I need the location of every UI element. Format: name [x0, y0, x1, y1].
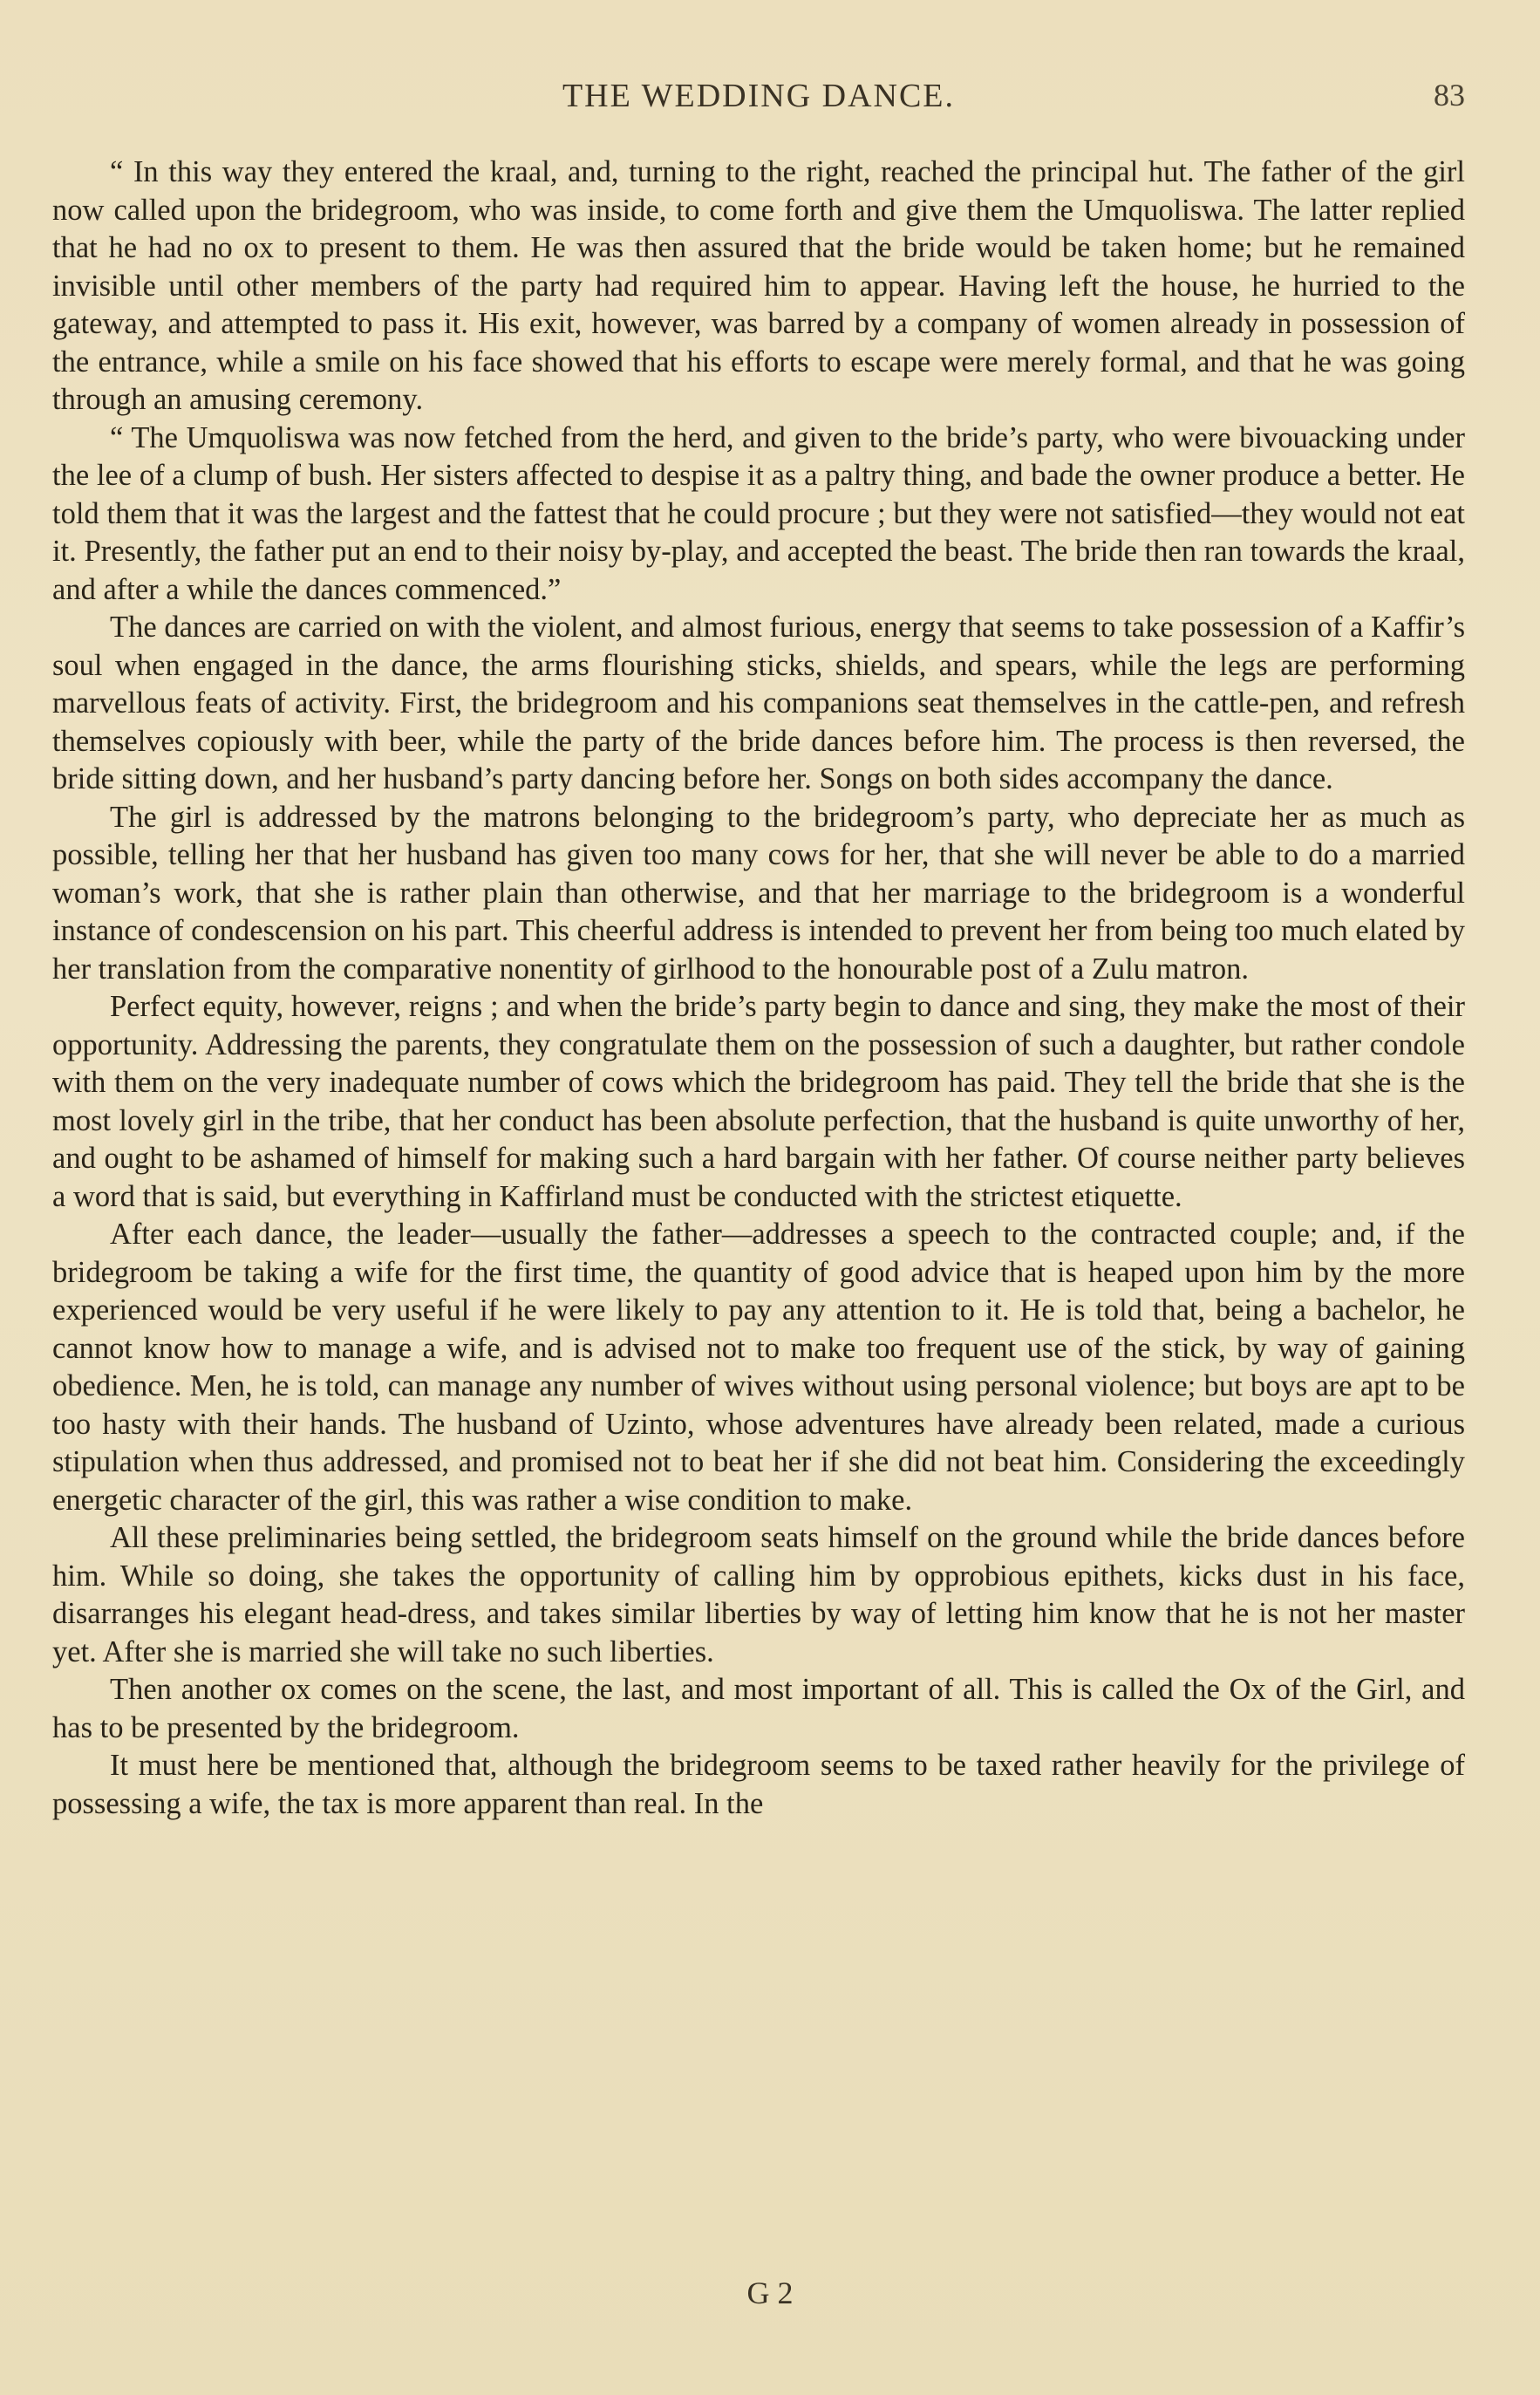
- paragraph: After each dance, the leader—usually the father—addresses a speech to the contracted couple; and, if the bridegroom be taking a wife for the first time, the quantity of good advice that is heaped upon him by the more experienced would be very useful if he were likely to pay any attention to it. He is told that, being a bachelor, he cannot know how to manage a wife, and is advised not to make too frequent use of the stick, by way of gaining obedience. Men, he is told, can manage any number of wives without using personal violence; but boys are apt to be too hasty with their hands. The husband of Uzinto, whose adventures have already been related, made a curious stipulation when thus addressed, and promised not to beat her if she did not beat him. Considering the exceedingly energetic character of the girl, this was rather a wise condition to make.: [52, 1218, 1465, 1517]
- signature-mark: G 2: [746, 2276, 794, 2310]
- paragraph: It must here be mentioned that, although the bridegroom seems to be taxed rather heavily for the privilege of possessing a wife, the tax is more apparent than real. In the: [52, 1749, 1465, 1820]
- paragraph: The dances are carried on with the violent, and almost furious, energy that seems to take possession of a Kaffir’s soul when engaged in the dance, the arms flourishing sticks, shields, and spears, while the legs are performing marvellous feats of activity. First, the bridegroom and his companions seat themselves in the cattle-pen, and refresh themselves copiously with beer, while the party of the bride dances before him. The process is then reversed, the bride sitting down, and her husband’s party dancing before her. Songs on both sides accompany the dance.: [52, 611, 1465, 795]
- page-header: [52, 77, 1465, 120]
- body-text: [52, 154, 1465, 1823]
- paragraph: “ In this way they entered the kraal, and, turning to the right, reached the principal hut. The father of the girl now called upon the bridegroom, who was inside, to come forth and give them the Umquoliswa. The latter replied that he had no ox to present to them. He was then assured that the bride would be taken home; but he remained invisible until other members of the party had required him to appear. Having left the house, he hurried to the gateway, and attempted to pass it. His exit, however, was barred by a company of women already in possession of the entrance, while a smile on his face showed that his efforts to escape were merely formal, and that he was going through an amusing ceremony.: [52, 155, 1465, 416]
- paragraph: The girl is addressed by the matrons belonging to the bridegroom’s party, who depreciate her as much as possible, telling her that her husband has given too many cows for her, that she will never be able to do a married woman’s work, that she is rather plain than otherwise, and that her marriage to the bridegroom is a wonderful instance of condescension on his part. This cheerful address is intended to prevent her from being too much elated by her translation from the comparative nonentity of girlhood to the honourable post of a Zulu matron.: [52, 800, 1465, 986]
- paragraph: All these preliminaries being settled, the bridegroom seats himself on the ground while the bride dances before him. While so doing, she takes the opportunity of calling him by opprobious epithets, kicks dust in his face, disarranges his elegant head-dress, and takes similar liberties by way of letting him know that he is not her master yet. After she is married she will take no such liberties.: [52, 1521, 1465, 1668]
- running-title: THE WEDDING DANCE.: [562, 78, 956, 114]
- paragraph: Then another ox comes on the scene, the last, and most important of all. This is called the Ox of the Girl, and has to be presented by the bridegroom.: [52, 1673, 1465, 1744]
- paragraph: Perfect equity, however, reigns ; and when the bride’s party begin to dance and sing, they make the most of their opportunity. Addressing the parents, they congratulate them on the possession of such a daughter, but rather condole with them on the very inadequate number of cows which the bridegroom has paid. They tell the bride that she is the most lovely girl in the tribe, that her conduct has been absolute perfection, that the husband is quite unworthy of her, and ought to be ashamed of himself for making such a hard bargain with her father. Of course neither party believes a word that is said, but everything in Kaffirland must be conducted with the strictest etiquette.: [52, 990, 1465, 1213]
- page-number: 83: [1434, 78, 1465, 113]
- paragraph: “ The Umquoliswa was now fetched from the herd, and given to the bride’s party, who were bivouacking under the lee of a clump of bush. Her sisters affected to despise it as a paltry thing, and bade the owner produce a better. He told them that it was the largest and the fattest that he could procure ; but they were not satisfied—they would not eat it. Presently, the father put an end to their noisy by-play, and accepted the beast. The bride then ran towards the kraal, and after a while the dances commenced.”: [52, 420, 1465, 606]
